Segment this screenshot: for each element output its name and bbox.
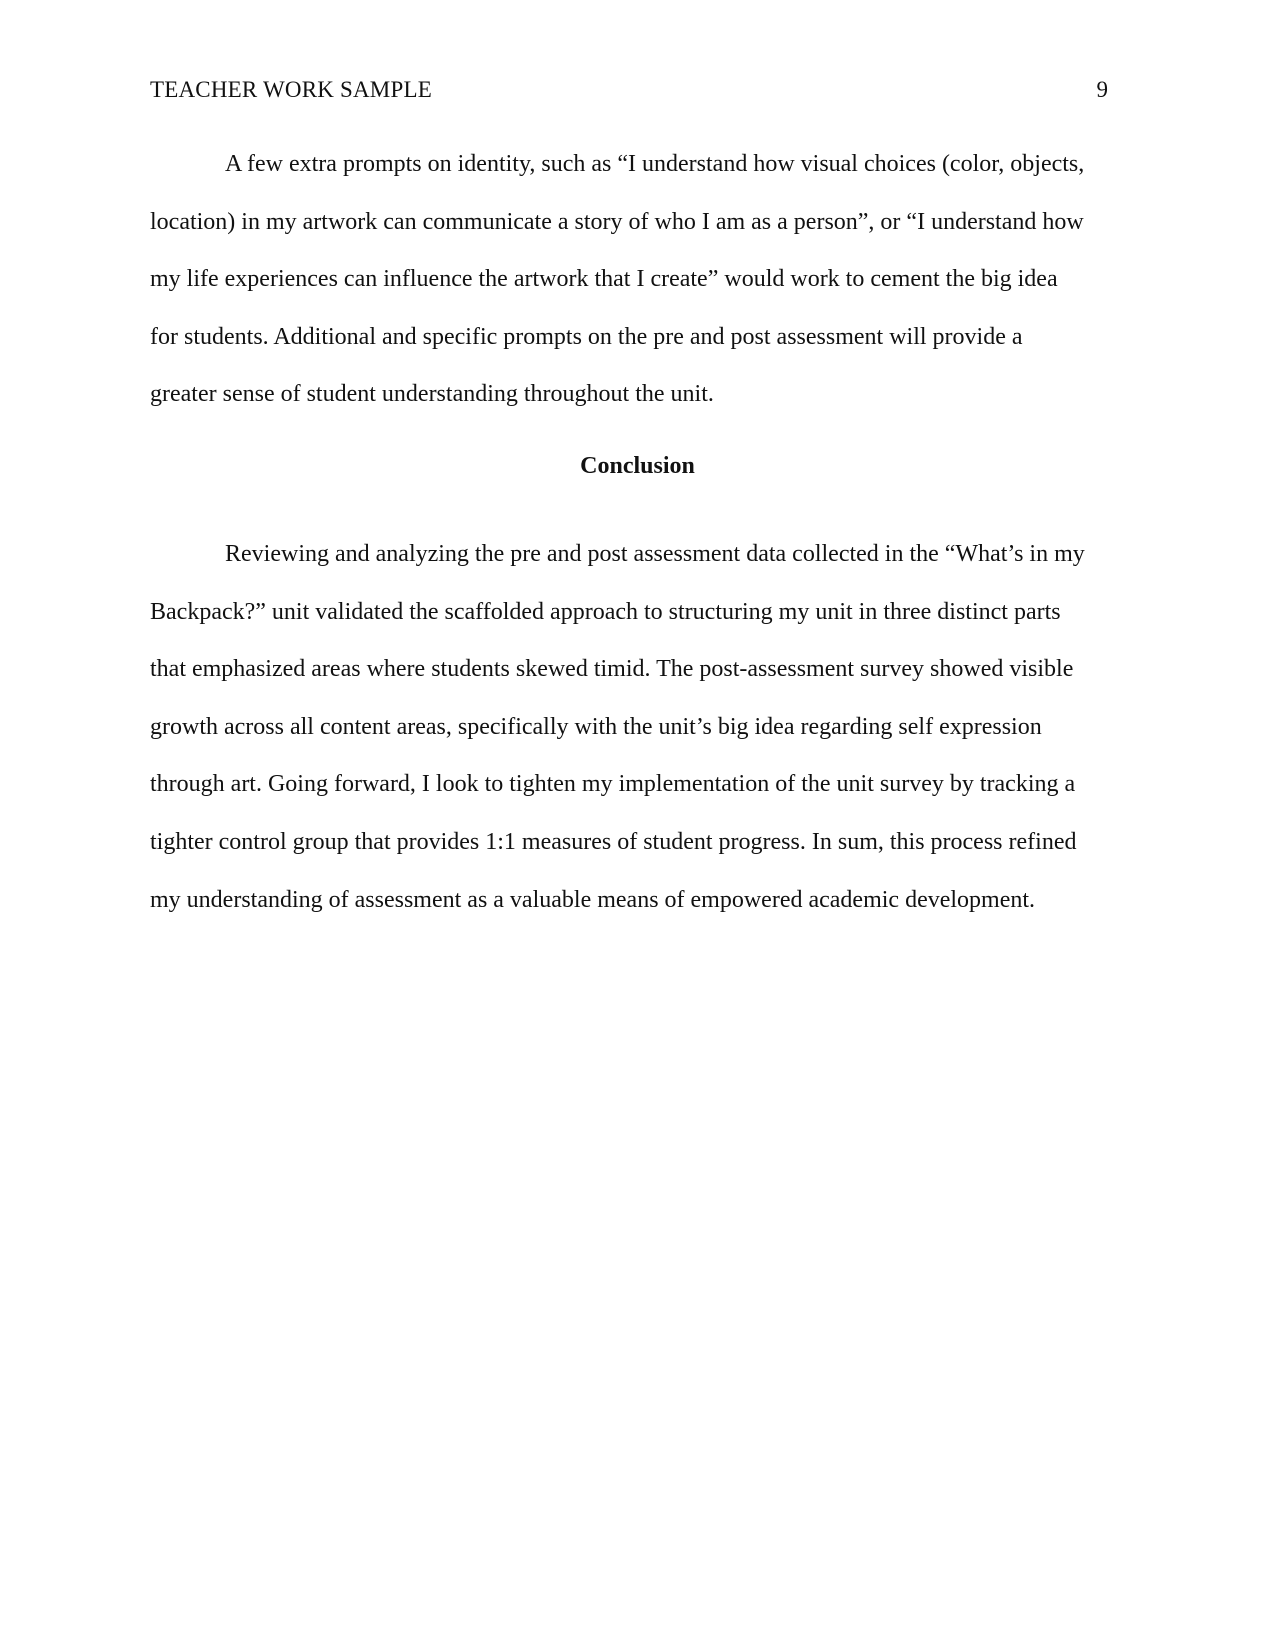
paragraph-line: Backpack?” unit validated the scaffolded approach to structuring my unit in three distinct parts: [150, 598, 1061, 625]
paragraph-line: tighter control group that provides 1:1 measures of student progress. In sum, this process refined: [150, 828, 1077, 855]
section-heading-conclusion: Conclusion: [580, 453, 695, 479]
paragraph-line: through art. Going forward, I look to tighten my implementation of the unit survey by tracking a: [150, 771, 1076, 798]
paragraph-line: for students. Additional and specific prompts on the pre and post assessment will provide a: [150, 323, 1023, 350]
running-head: TEACHER WORK SAMPLE: [150, 77, 432, 102]
paragraph-line: A few extra prompts on identity, such as “I understand how visual choices (color, objects,: [225, 151, 1085, 177]
paragraph-line: location) in my artwork can communicate a story of who I am as a person”, or “I understand how: [150, 208, 1084, 235]
paragraph-line: greater sense of student understanding throughout the unit.: [150, 381, 714, 408]
paragraph-conclusion: [150, 526, 1125, 929]
paragraph-line: my understanding of assessment as a valuable means of empowered academic development.: [150, 886, 1036, 913]
page-number: 9: [1096, 77, 1108, 102]
paragraph-identity-prompts: [150, 136, 1125, 424]
paragraph-line: my life experiences can influence the artwork that I create” would work to cement the big idea: [150, 266, 1058, 293]
paragraph-line: that emphasized areas where students skewed timid. The post-assessment survey showed visible: [150, 656, 1074, 683]
paragraph-line: Reviewing and analyzing the pre and post assessment data collected in the “What’s in my: [225, 541, 1085, 567]
paragraph-line: growth across all content areas, specifically with the unit’s big idea regarding self expression: [150, 713, 1042, 740]
